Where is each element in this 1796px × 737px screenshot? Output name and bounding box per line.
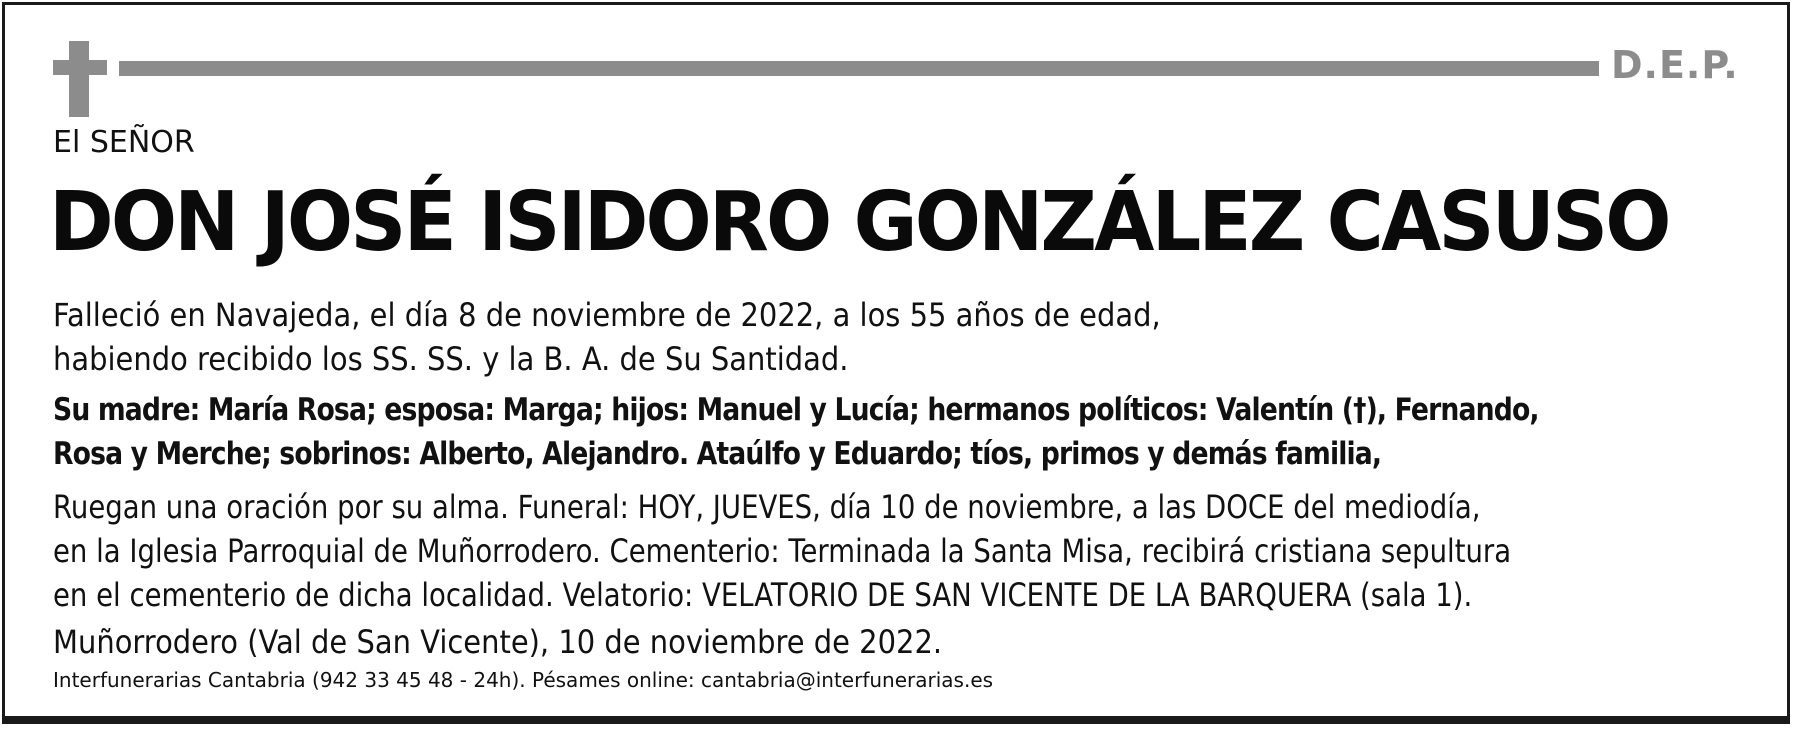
family-paragraph [53, 388, 1773, 476]
header-rule [119, 61, 1599, 76]
cross-horizontal-bar [53, 60, 107, 75]
funeral-line: en la Iglesia Parroquial de Muñorrodero. Cementerio: Terminada la Santa Misa, recibirá cristiana sepultura [53, 532, 1512, 570]
cross-vertical-bar [69, 41, 89, 117]
funeral-line: Ruegan una oración por su alma. Funeral: HOY, JUEVES, día 10 de noviembre, a las DOCE del mediodía, [53, 488, 1481, 526]
funeral-home-credit: Interfunerarias Cantabria (942 33 45 48 - 24h). Pésames online: cantabria@interfunerarias.es [53, 668, 994, 692]
place-date-paragraph [53, 620, 1773, 664]
family-line: Rosa y Merche; sobrinos: Alberto, Alejandro. Ataúlfo y Eduardo; tíos, primos y demás familia, [53, 436, 1382, 472]
deceased-name: DON JOSÉ ISIDORO GONZÁLEZ CASUSO [49, 175, 1669, 270]
family-line: Su madre: María Rosa; esposa: Marga; hijos: Manuel y Lucía; hermanos políticos: Valentín (†), Fernando, [53, 392, 1539, 428]
death-notice-line: habiendo recibido los SS. SS. y la B. A. de Su Santidad. [53, 340, 849, 378]
death-notice-line: Falleció en Navajeda, el día 8 de noviembre de 2022, a los 55 años de edad, [53, 296, 1161, 334]
obituary-notice [2, 2, 1790, 724]
place-date-line: Muñorrodero (Val de San Vicente), 10 de noviembre de 2022. [53, 623, 943, 661]
honorific: El SEÑOR [53, 125, 195, 160]
funeral-paragraph [53, 485, 1773, 617]
cross-icon [53, 41, 107, 117]
death-notice-paragraph [53, 293, 1773, 381]
funeral-line: en el cementerio de dicha localidad. Velatorio: VELATORIO DE SAN VICENTE DE LA BARQUERA (sala 1). [53, 576, 1473, 614]
dep-mark: D.E.P. [1611, 43, 1739, 87]
